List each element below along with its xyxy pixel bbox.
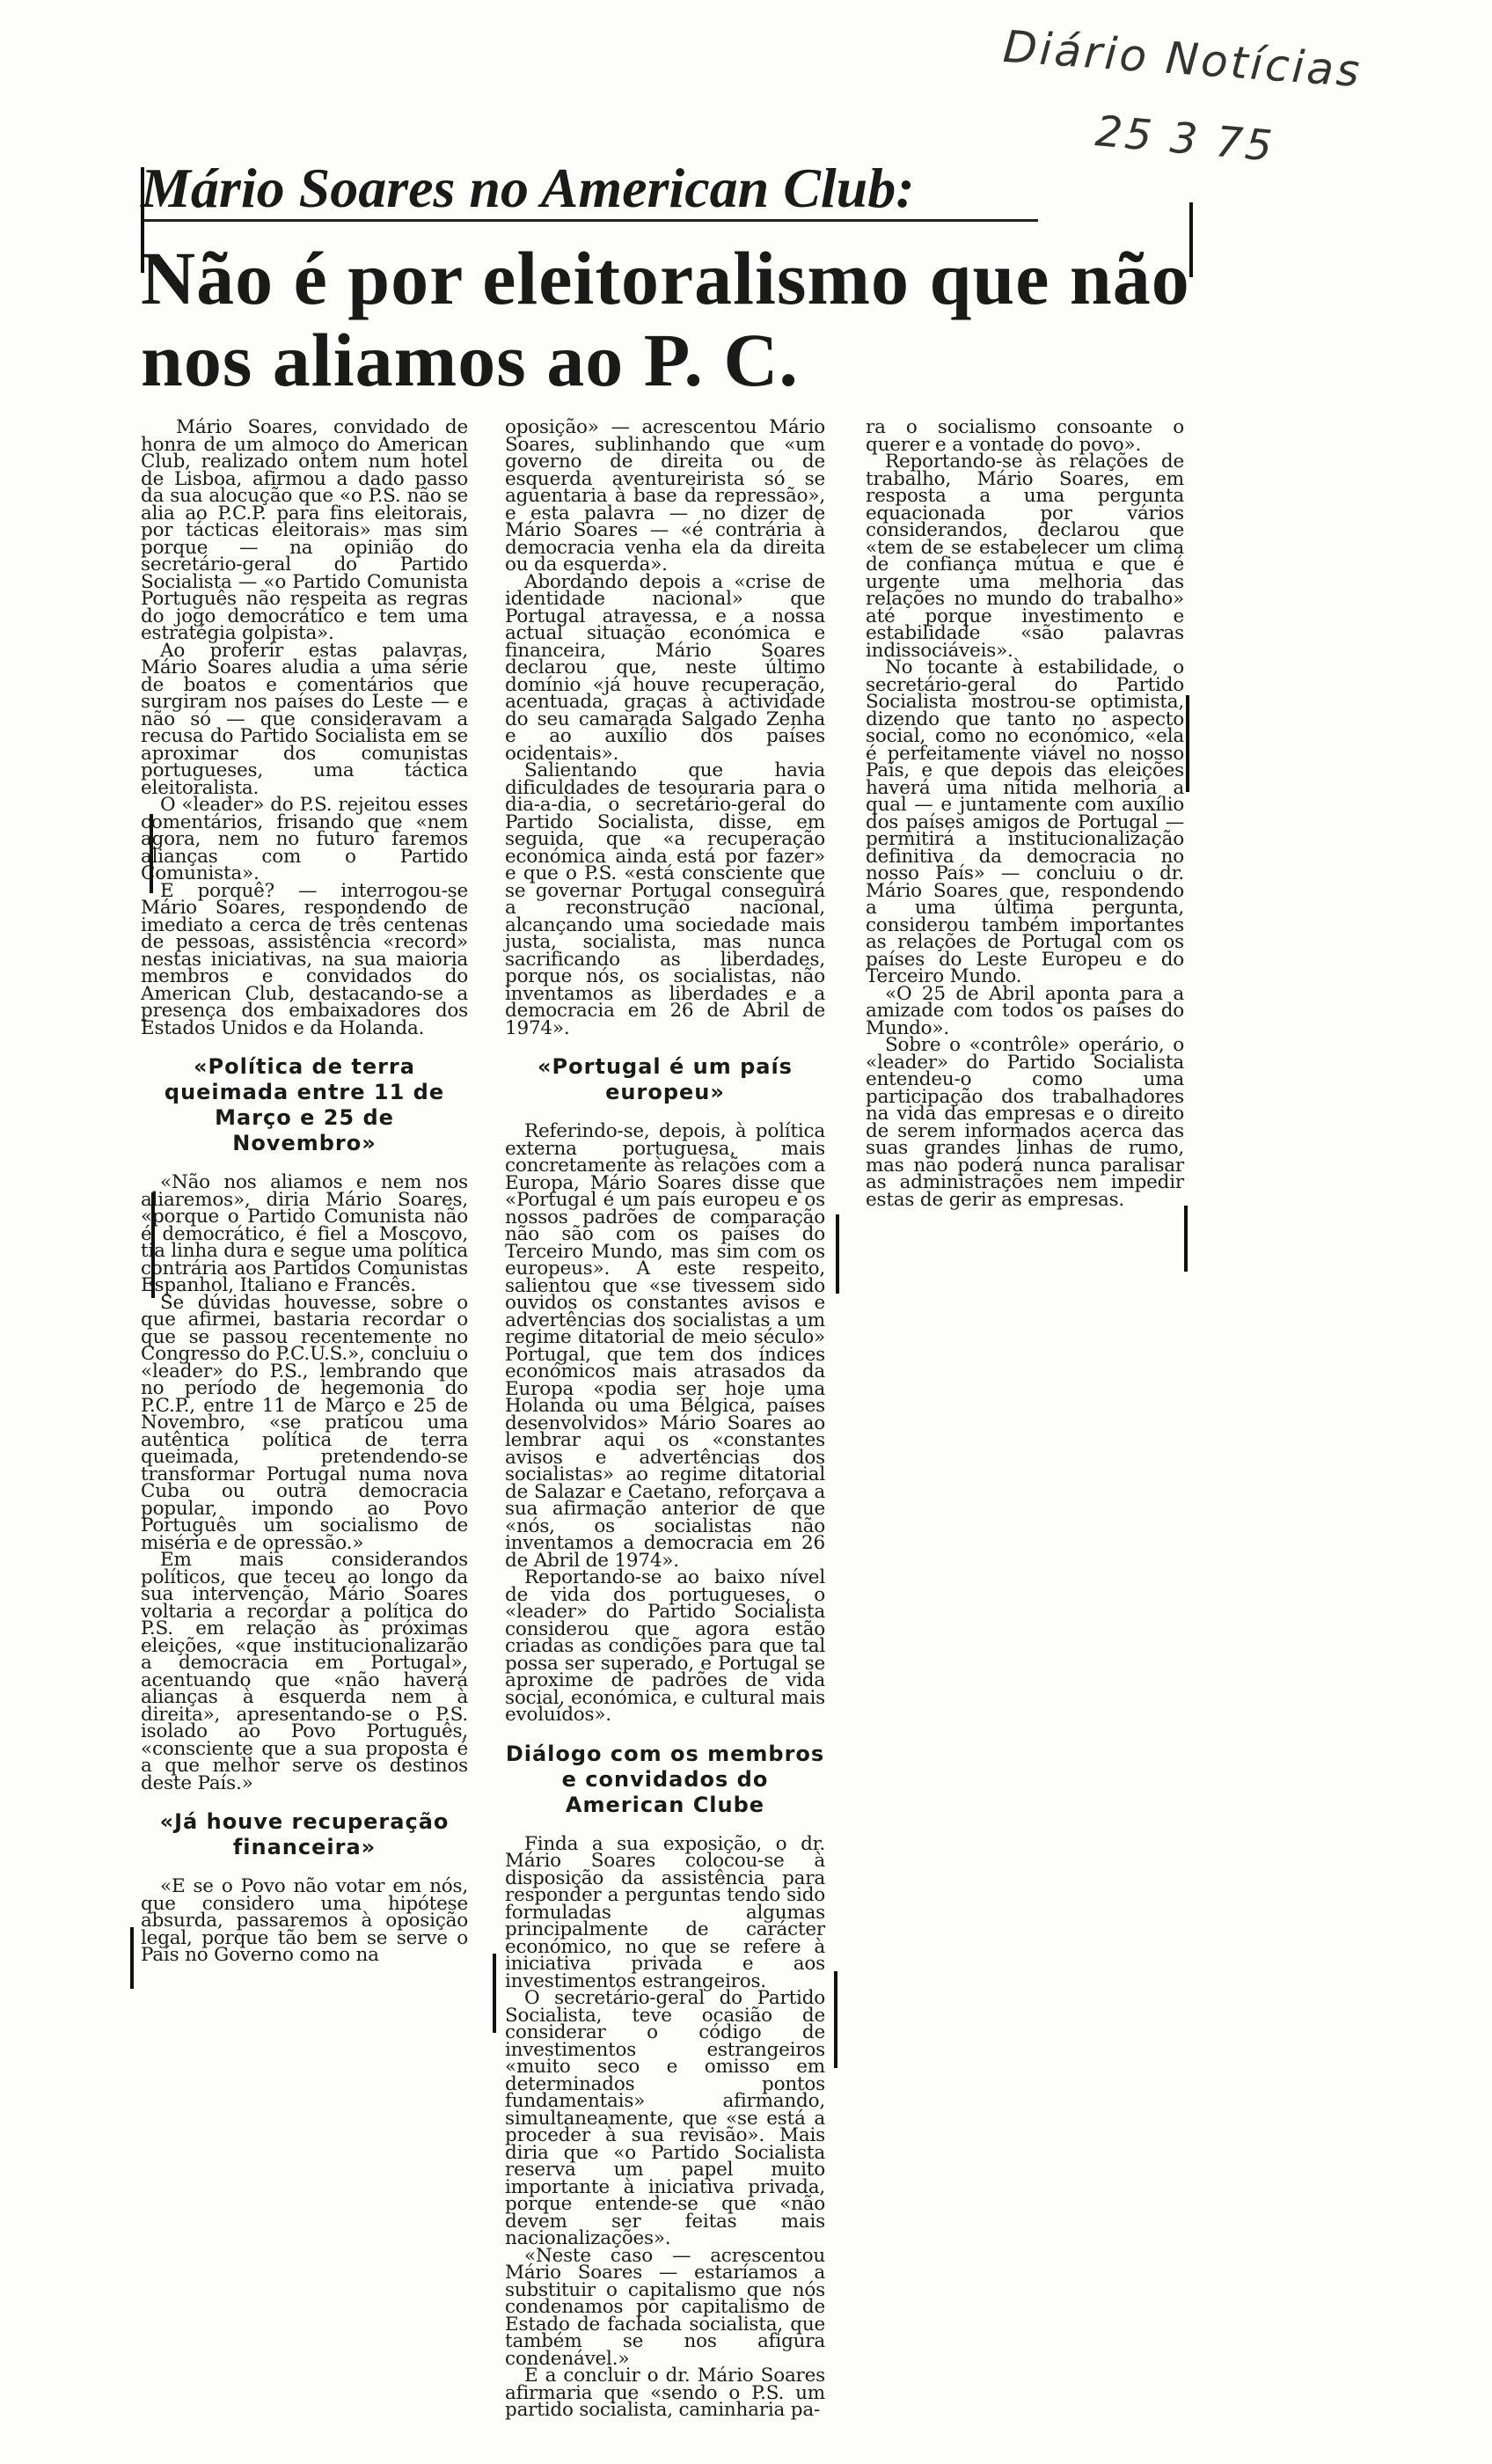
paragraph: Reportando-se às relações de trabalho, Mário Soares, em resposta a uma pergunta equacionada por vários considerandos, declarou que «tem de se estabelecer um clima de confiança mútua e que é urgente uma melhoria das relações no mundo do trabalho» até porque investimento e estabilidade «são palavras indissociáveis». — [866, 451, 1184, 662]
subheading: «Já houve recuperação financeira» — [159, 1809, 450, 1859]
article-kicker: Mário Soares no American Club: — [141, 158, 1038, 222]
highlight-mark — [1184, 1206, 1188, 1272]
paragraph: Abordando depois a «crise de identidade nacional» que Portugal atravessa, e a nossa actual situação económica e financeira, Mário Soares declarou que, neste último domínio «já houve recuperação, acentuada, graças à actividade do seu camarada Salgado Zenha e ao auxílio dos países ocidentais». — [505, 570, 825, 765]
highlight-mark — [141, 167, 144, 273]
subheading: Diálogo com os membros e convidados do American Clube — [505, 1741, 825, 1817]
paragraph: «O 25 de Abril aponta para a amizade com todos os países do Mundo». — [866, 982, 1184, 1039]
highlight-mark — [130, 1927, 134, 1989]
paragraph: Mário Soares, convidado de honra de um almoço do American Club, realizado ontem num hotel de Lisboa, afirmou a dado passo da sua alocução que «o P.S. não se alia ao P.C.P. para fins eleitorais, por tácticas eleitorais» mas sim porque — na opinião do secretário-geral do Partido Socialista — «o Partido Comunista Português não respeita as regras do jogo democrático e tem uma estratégia golpista». — [141, 416, 468, 644]
paragraph: E a concluir o dr. Mário Soares afirmaria que «sendo o P.S. um partido socialista, caminharia pa- — [505, 2365, 825, 2421]
paragraph: «E se o Povo não votar em nós, que considero uma hipótese absurda, passaremos à oposição legal, porque tão bem se serve o País no Governo como na — [141, 1875, 468, 1966]
paragraph: Finda a sua exposição, o dr. Mário Soares colocou-se à disposição da assistência para responder a perguntas tendo sido formuladas algumas principalmente de carácter económico, no que se refere à iniciativa privada e aos investimentos estrangeiros. — [505, 1832, 825, 1992]
handwritten-date-note: 25 3 75 — [1093, 106, 1277, 172]
paragraph: O «leader» do P.S. rejeitou esses comentários, frisando que «nem agora, nem no futuro faremos alianças com o Partido Comunista». — [141, 794, 468, 884]
highlight-mark — [150, 814, 153, 893]
paragraph: Referindo-se, depois, à política externa portuguesa, mais concretamente às relações com a Europa, Mário Soares disse que «Portugal é um país europeu e os nossos padrões de comparação não são com os países do Terceiro Mundo, mas sim com os europeus». A este respeito, salientou que «se tivessem sido ouvidos os constantes avisos e advertências dos socialistas a um regime ditatorial de meio século» Portugal, que tem dos índices económicos mais atrasados da Europa «podia ser hoje uma Holanda ou uma Bélgica, países desenvolvidos» Mário Soares ao lembrar aqui os «constantes avisos e advertências dos socialistas» ao regime ditatorial de Salazar e Caetano, reforçava a sua afirmação anterior de que «nós, os socialistas não inventamos a democracia em 26 de Abril de 1974». — [505, 1120, 825, 1572]
article-headline: Não é por eleitoralismo que não nos aliamos ao P. C. — [141, 236, 1190, 402]
subheading: «Portugal é um país europeu» — [538, 1054, 793, 1104]
highlight-mark — [834, 1971, 837, 2068]
paragraph: «Neste caso — acrescentou Mário Soares — estaríamos a substituir o capitalismo que nós condenamos por capitalismo de Estado de fachada socialista, que também se nos afigura condenável.» — [505, 2244, 825, 2370]
highlight-mark — [836, 1214, 839, 1294]
paragraph: Ao proferir estas palavras, Mário Soares aludia a uma série de boatos e comentários que surgiram nos países do Leste — e não só — que consideravam a recusa do Partido Socialista em se aproximar dos comunistas portugueses, uma táctica eleitoralista. — [141, 639, 468, 799]
paragraph: Sobre o «contrôle» operário, o «leader» do Partido Socialista entendeu-o como uma participação dos trabalhadores na vida das empresas e o direito de serem informados acerca das suas grandes linhas de rumo, mas não poderá nunca paralisar as administrações nem impedir estas de gerir as empresas. — [866, 1034, 1184, 1211]
paragraph: «Não nos aliamos e nem nos aliaremos», diria Mário Soares, «porque o Partido Comunista não é democrático, é fiel a Moscovo, tia linha dura e segue uma política contrária aos Partidos Comunistas Espanhol, Italiano e Francês. — [141, 1171, 469, 1296]
highlight-mark — [1189, 202, 1193, 277]
article-column-1 — [141, 416, 469, 1966]
paragraph: oposição» — acrescentou Mário Soares, sublinhando que «um governo de direita ou de esquerda aventureirista só se aguentaria à base da repressão», e esta palavra — no dizer de Mário Soares — «é contrária à democracia venha ela da direita ou da esquerda». — [505, 416, 825, 576]
article-column-3 — [866, 416, 1184, 1211]
highlight-mark — [1186, 695, 1189, 792]
paragraph: ra o socialismo consoante o querer e a vontade do povo». — [866, 416, 1184, 456]
article-column-2 — [505, 416, 825, 2421]
handwritten-source-note: Diário Notícias — [1001, 20, 1364, 98]
paragraph: Em mais considerandos políticos, que teceu ao longo da sua intervenção, Mário Soares voltaria a recordar a política do P.S. em relação às próximas eleições, «que institucionalizarão a democracia em Portugal», acentuando que «não haverá alianças à esquerda nem à direita», apresentando-se o P.S. isolado ao Povo Português, «consciente que a sua proposta é a que melhor serve os destinos deste País.» — [141, 1549, 468, 1794]
paragraph: No tocante à estabilidade, o secretário-geral do Partido Socialista mostrou-se optimista, dizendo que tanto no aspecto social, como no económico, «ela é perfeitamente viável no nosso País, e que depois das eleições haverá uma nítida melhoria a qual — e juntamente com auxílio dos países amigos de Portugal — permitirá a institucionalização definitiva da democracia no nosso País» — concluiu o dr. Mário Soares que, respondendo a uma última pergunta, considerou também importantes as relações de Portugal com os países do Leste Europeu e do Terceiro Mundo. — [866, 656, 1184, 987]
paragraph: O secretário-geral do Partido Socialista, teve ocasião de considerar o código de investimentos estrangeiros «muito seco e omisso em determinados pontos fundamentais» afirmando, simultaneamente, que «se está a proceder à sua revisão». Mais diria que «o Partido Socialista reserva um papel muito importante à iniciativa privada, porque entende-se que «não devem ser feitas mais nacionalizações». — [505, 1987, 825, 2249]
highlight-mark — [493, 1954, 496, 2033]
paragraph: Reportando-se ao baixo nível de vida dos portugueses, o «leader» do Partido Socialista considerou que agora estão criadas as condições para que tal possa ser superado, e Portugal se aproxime de padrões de vida social, económica, e cultural mais evoluídos». — [505, 1566, 825, 1726]
paragraph: E porquê? — interrogou-se Mário Soares, respondendo de imediato a cerca de três centenas de pessoas, assistência «record» nestas iniciativas, na sua maioria membros e convidados do American Club, destacando-se a presença dos embaixadores dos Estados Unidos e da Holanda. — [141, 879, 468, 1039]
paragraph: Salientando que havia dificuldades de tesouraria para o dia-a-dia, o secretário-geral do Partido Socialista, disse, em seguida, que «a recuperação económica ainda está por fazer» e que o P.S. «está consciente que se governar Portugal conseguirá a reconstrução nacional, alcançando uma sociedade mais justa, socialista, mas nunca sacrificando as liberdades, porque nós, os socialistas, não inventamos as liberdades e a democracia em 26 de Abril de 1974». — [505, 759, 825, 1039]
subheading: «Política de terra queimada entre 11 de Março e 25 de Novembro» — [164, 1054, 445, 1155]
highlight-mark — [151, 1192, 155, 1298]
paragraph: Se dúvidas houvesse, sobre o que afirmei, bastaria recordar o que se passou recentemente no Congresso do P.C.U.S.», concluiu o «leader» do P.S., lembrando que no período de hegemonia do P.C.P., entre 11 de Março e 25 de Novembro, «se praticou uma autêntica política de terra queimada, pretendendo-se transformar Portugal numa nova Cuba ou outra democracia popular, impondo ao Povo Português um socialismo de miséria e de opressão.» — [141, 1291, 468, 1554]
